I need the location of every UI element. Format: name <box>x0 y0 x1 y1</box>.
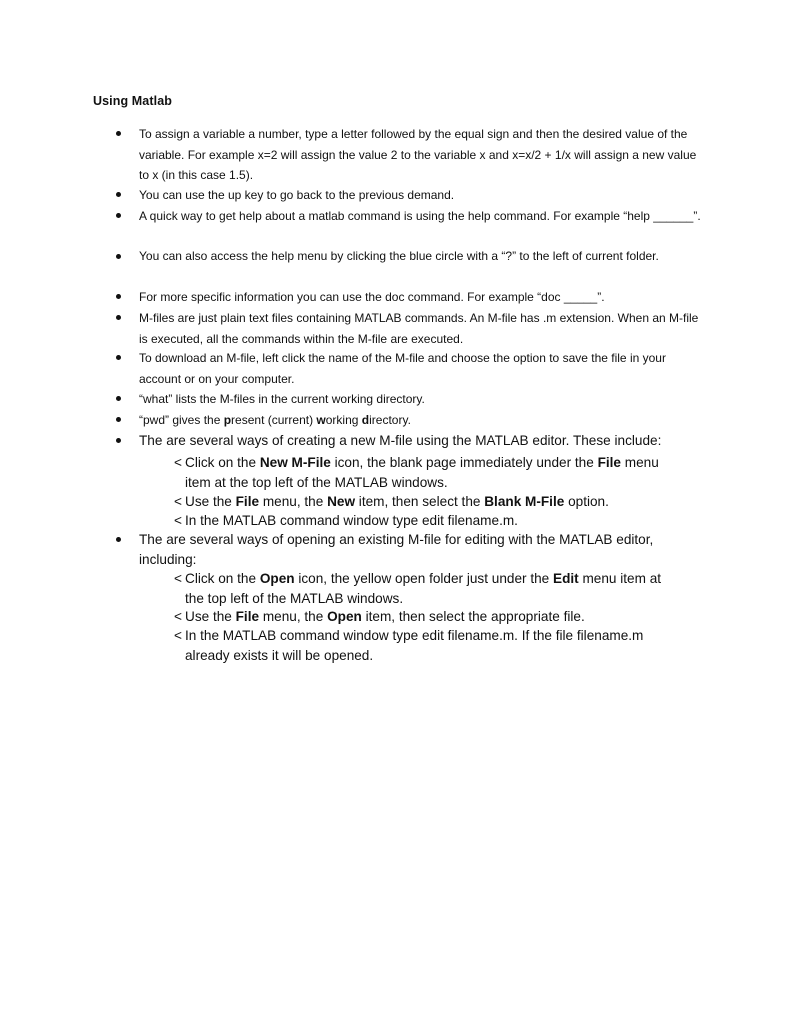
arrow-bullet-icon: < <box>174 571 182 586</box>
list-item-text: “what” lists the M-files in the current working directory. <box>139 392 425 406</box>
list-item-text: The are several ways of creating a new M-file using the MATLAB editor. These include: <box>139 433 662 448</box>
list-item-text: You can use the up key to go back to the previous demand. <box>139 188 455 202</box>
bullet-icon <box>116 192 121 197</box>
arrow-bullet-icon: < <box>174 513 182 528</box>
list-item-text: For more specific information you can use the doc command. For example “doc _____”. <box>139 290 605 304</box>
arrow-bullet-icon: < <box>174 609 182 624</box>
arrow-bullet-icon: < <box>174 494 182 509</box>
bullet-icon <box>116 417 121 422</box>
arrow-bullet-icon: < <box>174 628 182 643</box>
sub-list-item: < Use the File menu, the Open item, then select the appropriate file. <box>174 607 699 627</box>
list-item-text: To assign a variable a number, type a letter followed by the equal sign and then the desired value of the variable. For example x=2 will assign the value 2 to the variable x and x=x/2 + 1/x will assign a new value to x (in this case 1.5). <box>139 127 697 182</box>
list-item-text: You can also access the help menu by clicking the blue circle with a “?” to the left of current folder. <box>139 249 659 263</box>
bullet-icon <box>116 315 121 320</box>
list-item-text: To download an M-file, left click the name of the M-file and choose the option to save the file in your account or on your computer. <box>139 351 666 386</box>
bullet-icon <box>116 213 121 218</box>
bullet-icon <box>116 438 121 443</box>
arrow-bullet-icon: < <box>174 455 182 470</box>
list-item-text: “pwd” gives the present (current) working directory. <box>139 413 411 427</box>
bullet-icon <box>116 537 121 542</box>
list-item-text: The are several ways of opening an existing M-file for editing with the MATLAB editor, including: <box>139 532 654 567</box>
bullet-icon <box>116 131 121 136</box>
bullet-icon <box>116 355 121 360</box>
list-item-text: M-files are just plain text files containing MATLAB commands. An M-file has .m extension. When an M-file is executed, all the commands within the M-file are executed. <box>139 311 699 346</box>
bullet-icon <box>116 396 121 401</box>
sub-list-item: < Use the File menu, the New item, then select the Blank M-File option. <box>174 492 699 512</box>
page-title: Using Matlab <box>93 94 172 108</box>
bullet-icon <box>116 294 121 299</box>
sub-list-item: < Click on the Open icon, the yellow open folder just under the Edit menu item at the top left of the MATLAB windows. <box>174 571 662 606</box>
sub-list-item: < In the MATLAB command window type edit filename.m. <box>174 511 699 531</box>
bullet-icon <box>116 254 121 259</box>
sub-list-item: < In the MATLAB command window type edit filename.m. If the file filename.m already exists it will be opened. <box>174 628 644 663</box>
sub-list-item: < Click on the New M-File icon, the blank page immediately under the File menu item at the top left of the MATLAB windows. <box>174 455 659 490</box>
list-item-text: A quick way to get help about a matlab command is using the help command. For example “help ______”. <box>139 209 701 223</box>
